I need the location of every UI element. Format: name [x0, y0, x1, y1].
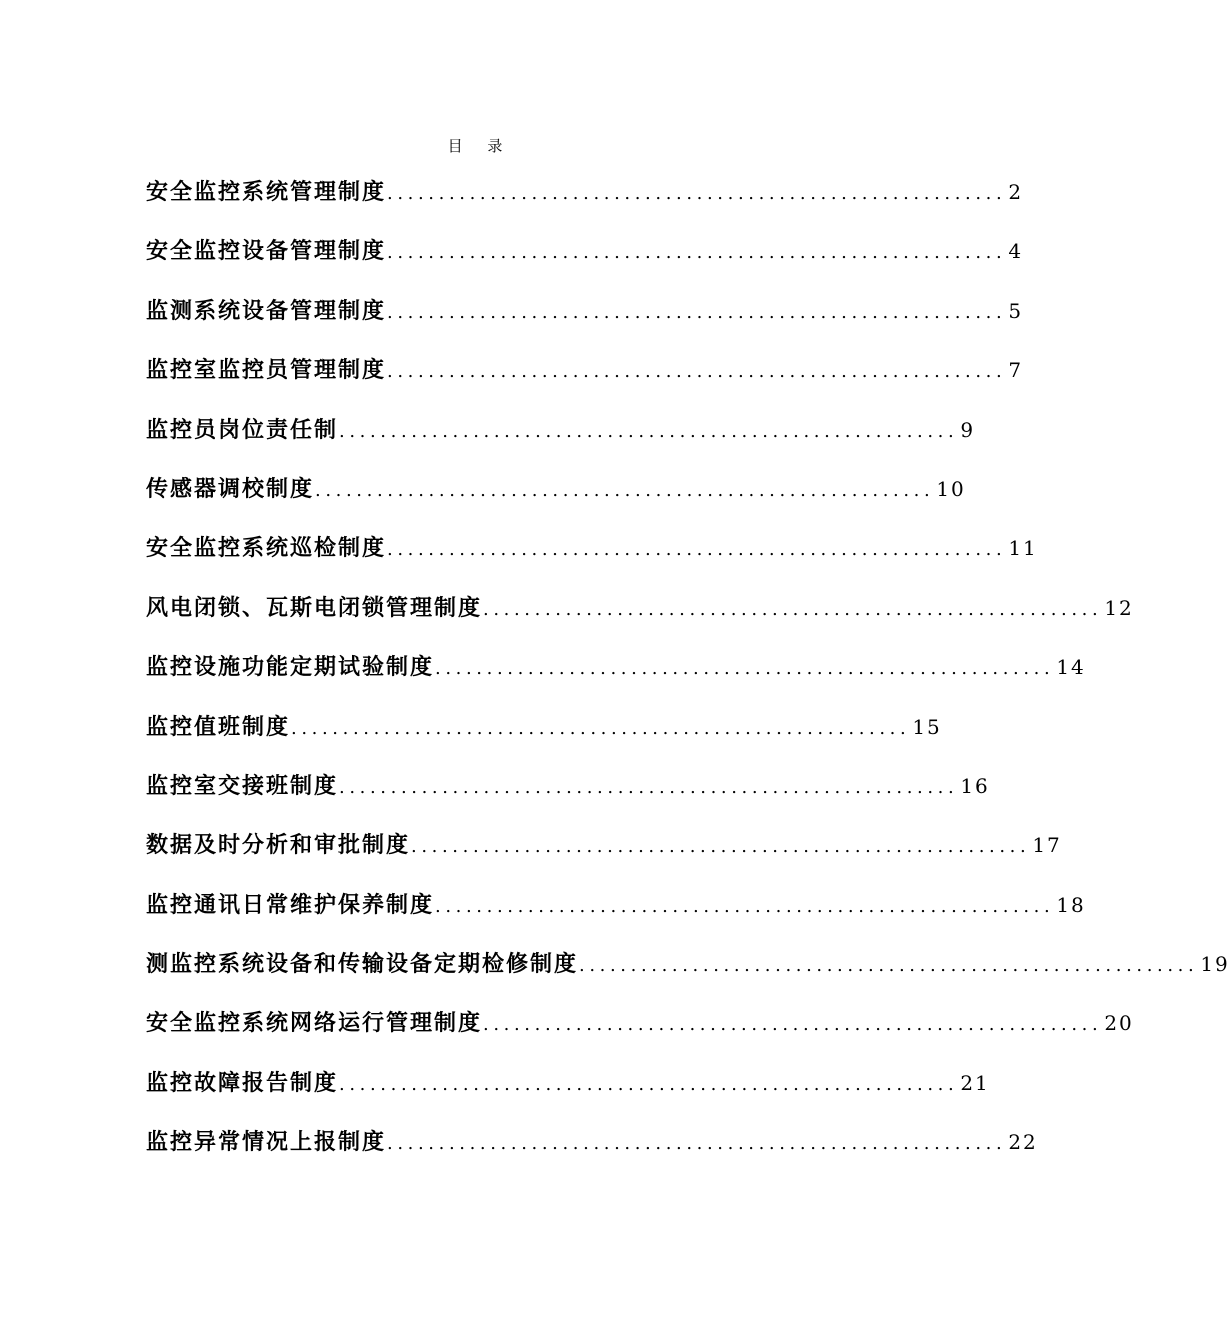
toc-entry[interactable]: [146, 291, 1024, 350]
toc-dot-leader: ............................................................: [435, 658, 1055, 680]
toc-entry[interactable]: [146, 172, 1024, 231]
toc-entry[interactable]: [146, 350, 1024, 409]
toc-dot-leader: ............................................................: [315, 479, 935, 501]
toc-entry-title: 监控异常情况上报制度: [146, 1130, 387, 1156]
toc-entry-title: 安全监控系统管理制度: [146, 180, 387, 205]
toc-entry-title: 风电闭锁、瓦斯电闭锁管理制度: [146, 595, 483, 621]
toc-entry-title: 监控室监控员管理制度: [146, 358, 387, 384]
toc-dot-leader: ............................................................: [387, 301, 1007, 323]
toc-entry[interactable]: [146, 825, 1062, 884]
toc-entry-page: 17: [1032, 833, 1062, 858]
toc-entry[interactable]: [146, 1063, 990, 1122]
toc-dot-leader: ............................................................: [387, 1133, 1007, 1155]
toc-entry-page: 22: [1008, 1130, 1038, 1155]
toc-entry-page: 2: [1008, 180, 1024, 204]
toc-entry[interactable]: [146, 588, 1134, 647]
toc-entry-page: 5: [1008, 298, 1024, 323]
toc-entry-page: 21: [960, 1070, 990, 1095]
toc-entry-title: 安全监控设备管理制度: [146, 239, 387, 265]
toc-entry-page: 7: [1008, 358, 1024, 383]
toc-entry-title: 监控值班制度: [146, 714, 291, 740]
toc-dot-leader: ............................................................: [411, 836, 1031, 858]
toc-entry[interactable]: [146, 1003, 1134, 1062]
toc-dot-leader: ............................................................: [483, 598, 1103, 620]
toc-entry-title: 监控室交接班制度: [146, 773, 339, 799]
toc-entry-title: 安全监控系统网络运行管理制度: [146, 1011, 483, 1037]
toc-entry[interactable]: [146, 231, 1024, 290]
toc-entry[interactable]: [146, 885, 1086, 944]
toc-entry-page: 9: [960, 417, 976, 442]
toc-entry-title: 数据及时分析和审批制度: [146, 833, 411, 859]
toc-entry-page: 20: [1104, 1011, 1134, 1036]
toc-dot-leader: ............................................................: [339, 776, 959, 798]
toc-entry[interactable]: [146, 528, 1038, 587]
toc-dot-leader: ............................................................: [435, 895, 1055, 917]
toc-entry-page: 12: [1104, 595, 1134, 620]
toc-dot-leader: ............................................................: [339, 1073, 959, 1095]
toc-entry-page: 11: [1008, 536, 1038, 561]
toc-entry[interactable]: [146, 469, 966, 528]
toc-dot-leader: ............................................................: [387, 183, 1007, 204]
toc-entry-page: 15: [912, 714, 942, 739]
toc-dot-leader: ............................................................: [291, 717, 911, 739]
toc-entry-page: 18: [1056, 892, 1086, 917]
toc-entry-title: 测监控系统设备和传输设备定期检修制度: [146, 952, 579, 978]
toc-list: [146, 172, 1230, 1182]
toc-entry-title: 安全监控系统巡检制度: [146, 536, 387, 562]
toc-entry-title: 监测系统设备管理制度: [146, 298, 387, 324]
toc-entry-title: 监控员岗位责任制: [146, 417, 339, 443]
toc-entry[interactable]: [146, 766, 990, 825]
toc-entry-title: 传感器调校制度: [146, 476, 315, 502]
toc-entry-page: 10: [936, 476, 966, 501]
toc-entry[interactable]: [146, 944, 1230, 1003]
toc-dot-leader: ............................................................: [387, 361, 1007, 383]
toc-dot-leader: ............................................................: [387, 242, 1007, 264]
toc-entry-title: 监控通讯日常维护保养制度: [146, 892, 435, 918]
toc-entry[interactable]: [146, 410, 976, 469]
toc-dot-leader: ............................................................: [483, 1014, 1103, 1036]
toc-entry-page: 16: [960, 773, 990, 798]
toc-entry[interactable]: [146, 707, 942, 766]
toc-entry[interactable]: [146, 1122, 1038, 1181]
toc-entry-title: 监控设施功能定期试验制度: [146, 655, 435, 681]
toc-entry-page: 14: [1056, 655, 1086, 680]
toc-entry-page: 4: [1008, 239, 1024, 264]
toc-entry[interactable]: [146, 647, 1086, 706]
toc-dot-leader: ............................................................: [339, 420, 959, 442]
toc-entry-page: 19: [1200, 952, 1230, 977]
toc-dot-leader: ............................................................: [387, 539, 1007, 561]
toc-heading: 目 录: [447, 137, 513, 155]
toc-dot-leader: ............................................................: [579, 955, 1199, 977]
toc-entry-title: 监控故障报告制度: [146, 1070, 339, 1096]
